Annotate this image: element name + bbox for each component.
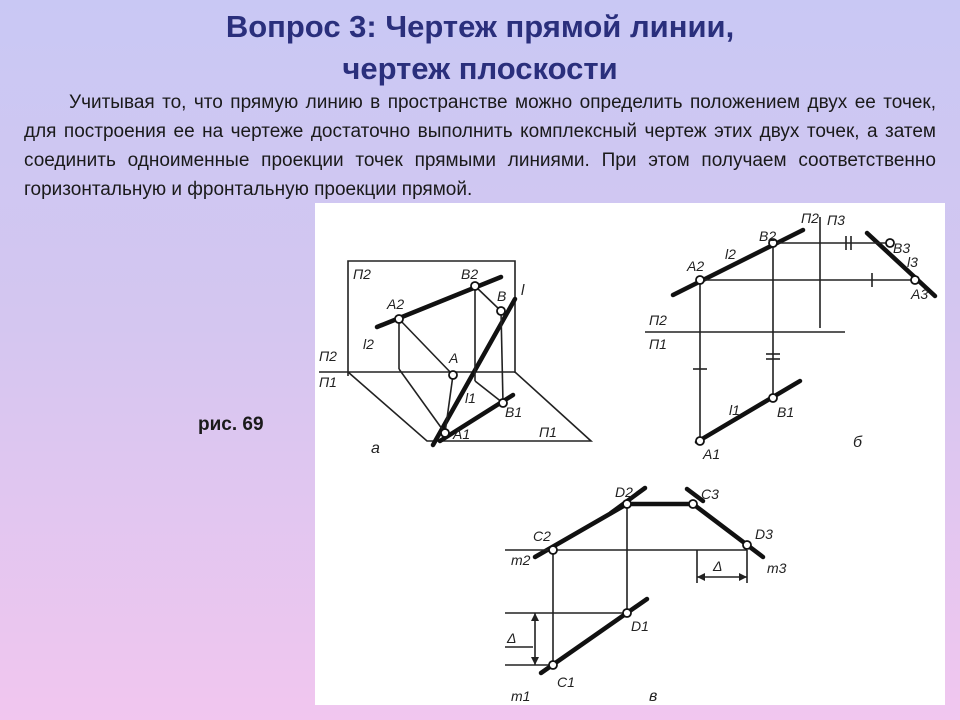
point-D2 xyxy=(623,500,631,508)
label-A: A xyxy=(449,350,459,366)
label-A1: A1 xyxy=(453,426,471,442)
label-l3: l3 xyxy=(907,254,918,270)
label-B2: B2 xyxy=(759,228,777,244)
slide-title xyxy=(0,6,960,90)
label-l2: l2 xyxy=(363,336,374,352)
point-A xyxy=(449,371,457,379)
label-P2-axis: П2 xyxy=(649,312,667,328)
line-m3 xyxy=(693,504,763,557)
label-B1: B1 xyxy=(505,404,523,420)
frontal-plane xyxy=(348,261,515,376)
label-B1: B1 xyxy=(777,404,795,420)
point-B2 xyxy=(471,282,479,290)
point-A2 xyxy=(395,315,403,323)
label-B2: B2 xyxy=(461,266,479,282)
arrow xyxy=(739,573,747,581)
point-B1 xyxy=(769,394,777,402)
point-A1 xyxy=(441,429,449,437)
label-D3: D3 xyxy=(755,526,773,542)
point-D1 xyxy=(623,609,631,617)
point-C3 xyxy=(689,500,697,508)
label-C1: C1 xyxy=(557,674,575,690)
label-m3: m3 xyxy=(767,560,787,576)
label-delta-left: Δ xyxy=(507,630,517,646)
point-B xyxy=(497,307,505,315)
label-P2: П2 xyxy=(353,266,371,282)
label-l: l xyxy=(521,282,525,299)
label-l1: l1 xyxy=(729,402,740,418)
label-A3: A3 xyxy=(911,286,929,302)
label-m2: m2 xyxy=(511,552,531,568)
label-C2: C2 xyxy=(533,528,551,544)
label-l1: l1 xyxy=(465,390,476,406)
label-C3: C3 xyxy=(701,486,719,502)
label-D1: D1 xyxy=(631,618,649,634)
label-a: а xyxy=(371,440,380,457)
label-A2: A2 xyxy=(387,296,405,312)
figure-b xyxy=(645,210,935,462)
label-m1: m1 xyxy=(511,688,531,704)
point-C2 xyxy=(549,546,557,554)
label-A2: A2 xyxy=(687,258,705,274)
label-delta-right: Δ xyxy=(713,558,723,574)
label-P2-axis: П2 xyxy=(319,348,337,364)
arrow xyxy=(697,573,705,581)
projector xyxy=(445,375,453,433)
body-paragraph: Учитывая то, что прямую линию в пространстве можно определить положением двух ее точек, для построения ее на чертеже достаточно выполнить комплексный чертеж этих двух точек, а затем соединить одноименные проекции точек прямыми линиями. При этом получаем соответственно горизонтальную и фронтальную проекции прямой. xyxy=(24,92,936,200)
label-P3: П3 xyxy=(827,212,845,228)
point-A2 xyxy=(696,276,704,284)
label-P1-axis: П1 xyxy=(319,374,337,390)
point-A3 xyxy=(911,276,919,284)
label-A1: A1 xyxy=(703,446,721,462)
label-P1-axis: П1 xyxy=(649,336,667,352)
figure-a xyxy=(319,261,591,457)
point-A1 xyxy=(696,437,704,445)
arrow xyxy=(531,657,539,665)
figure-drawing xyxy=(315,203,945,705)
label-P2: П2 xyxy=(801,210,819,226)
figure-c xyxy=(505,484,787,705)
label-B: B xyxy=(497,288,507,304)
figure-svg xyxy=(315,203,945,705)
label-D2: D2 xyxy=(615,484,633,500)
label-B3: B3 xyxy=(893,240,911,256)
figure-caption: рис. 69 xyxy=(198,414,264,435)
point-D3 xyxy=(743,541,751,549)
label-b: б xyxy=(853,434,862,451)
label-c: в xyxy=(649,688,658,705)
label-l2: l2 xyxy=(725,246,736,262)
projector xyxy=(475,381,503,403)
slide-title-line-2: чертеж плоскости xyxy=(342,51,618,86)
arrow xyxy=(531,613,539,621)
projector xyxy=(399,319,453,375)
label-P1-plane: П1 xyxy=(539,424,557,440)
point-C1 xyxy=(549,661,557,669)
slide-title-line-1: Вопрос 3: Чертеж прямой линии, xyxy=(225,9,735,44)
line-m1 xyxy=(541,599,647,673)
